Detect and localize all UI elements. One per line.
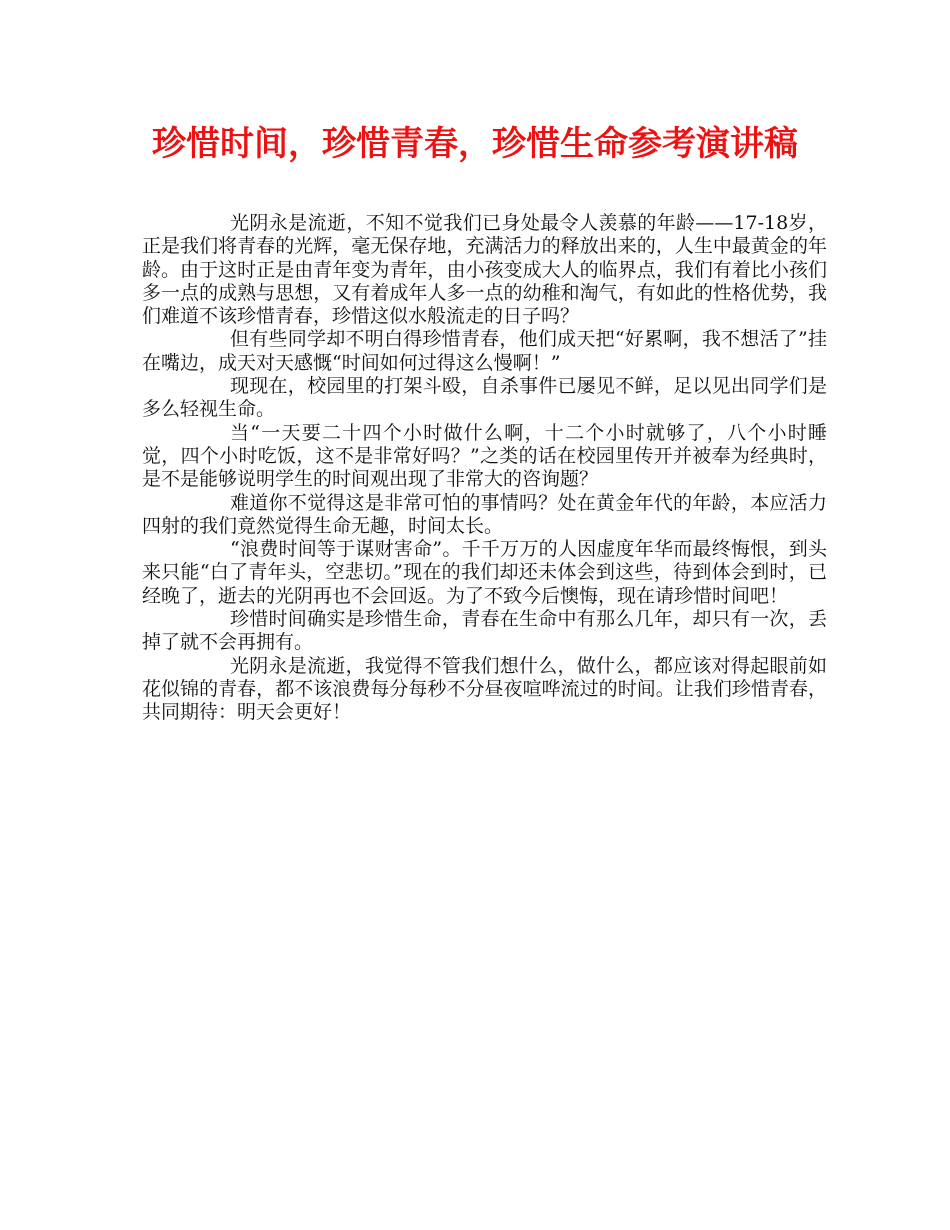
document-title: 珍惜时间，珍惜青春，珍惜生命参考演讲稿	[152, 124, 798, 164]
paragraph: “浪费时间等于谋财害命”。千千万万的人因虚度年华而最终悔恨，到头来只能“白了青年头，空悲切。”现在的我们却还未体会到这些，待到体会到时，已经晚了，逝去的光阴再也不会回返。为了不致今后懊悔，现在请珍惜时间吧！	[142, 538, 827, 607]
paragraph: 光阴永是流逝，我觉得不管我们想什么，做什么，都应该对得起眼前如花似锦的青春，都不该浪费每分每秒不分昼夜喧哗流过的时间。让我们珍惜青春，共同期待：明天会更好！	[142, 654, 827, 724]
paragraph: 但有些同学却不明白得珍惜青春，他们成天把“好累啊，我不想活了”挂在嘴边，成天对天感慨“时间如何过得这么慢啊！”	[142, 328, 827, 374]
paragraph: 当“一天要二十四个小时做什么啊，十二个小时就够了，八个小时睡觉，四个小时吃饭，这不是非常好吗？”之类的话在校园里传开并被奉为经典时，是不是能够说明学生的时间观出现了非常大的咨询题？	[142, 421, 827, 491]
paragraph: 光阴永是流逝，不知不觉我们已身处最令人羡慕的年龄——17-18岁，正是我们将青春的光辉，毫无保存地，充满活力的释放出来的，人生中最黄金的年龄。由于这时正是由青年变为青年，由小孩变成大人的临界点，我们有着比小孩们多一点的成熟与思想，又有着成年人多一点的幼稚和淘气，有如此的性格优势，我们难道不该珍惜青春，珍惜这似水般流走的日子吗？	[142, 212, 827, 328]
document-body	[142, 212, 827, 725]
paragraph: 难道你不觉得这是非常可怕的事情吗？处在黄金年代的年龄，本应活力四射的我们竟然觉得生命无趣，时间太长。	[142, 491, 827, 537]
paragraph: 珍惜时间确实是珍惜生命，青春在生命中有那么几年，却只有一次，丢掉了就不会再拥有。	[142, 608, 827, 654]
paragraph: 现现在，校园里的打架斗殴，自杀事件已屡见不鲜，足以见出同学们是多么轻视生命。	[142, 375, 827, 421]
